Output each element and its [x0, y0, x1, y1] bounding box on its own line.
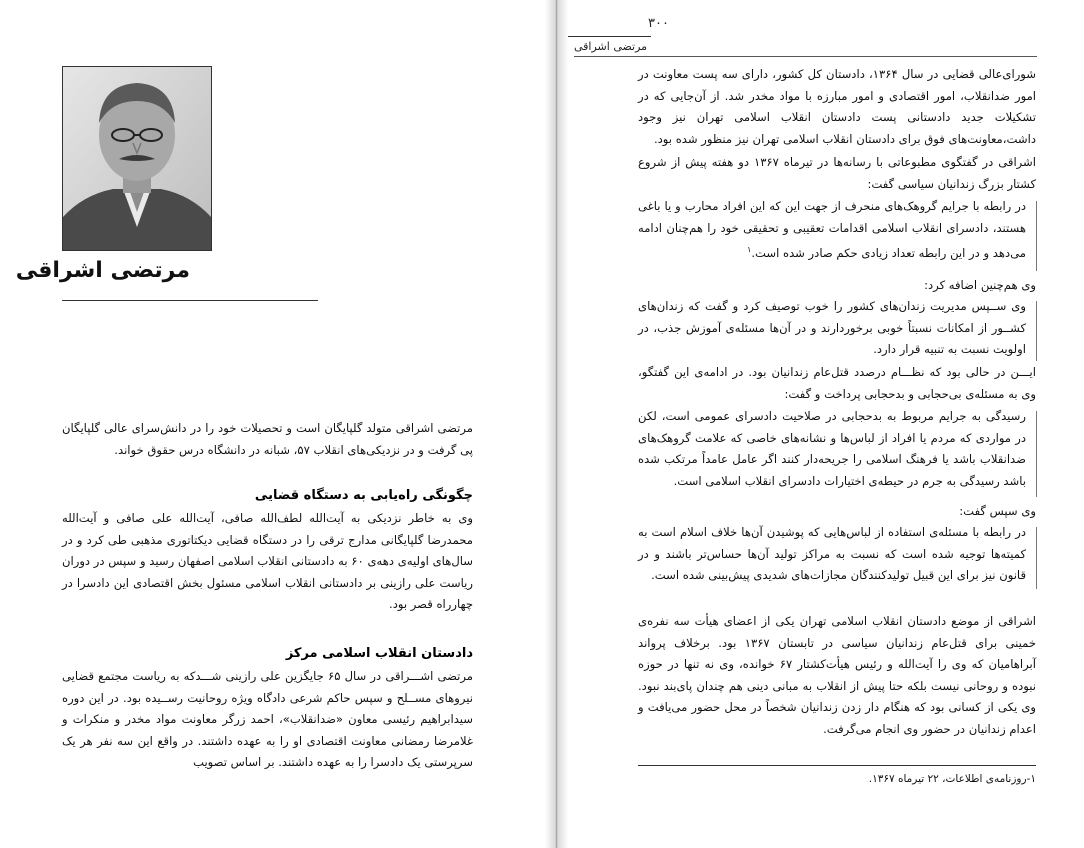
page-number: ۳۰۰ — [648, 16, 669, 31]
quote-bar — [1036, 411, 1037, 497]
footnote: ۱-روزنامه‌ی اطلاعات، ۲۲ تیرماه ۱۳۶۷. — [868, 773, 1036, 785]
footnote-divider — [638, 765, 1036, 766]
section-heading-judiciary-path: چگونگی راه‌یابی به دستگاه قضایی — [254, 488, 473, 503]
section-paragraph-judiciary-path: وی به خاطر نزدیکی به آیت‌الله لطف‌الله صافی، آیت‌الله علی صافی و آیت‌الله محمدرضا گلپایگانی مدارج ترقی را در دستگاه قضایی دیکتاتوری مذهبی طی کرد و در سال‌های اولیه‌ی دهه‌ی ۶۰ به دادستانی انقلاب اسلامی اصفهان رسید و سپس در دوران ریاست علی رازینی بر دادستانی انقلاب اسلامی مسئول بخش اقتصادی این دادسرا در چهارراه قصر بود. — [62, 511, 474, 611]
body-paragraph: اشراقی در گفتگوی مطبوعاتی با رسانه‌ها در تیرماه ۱۳۶۷ دو هفته پیش از شروع کشتار بزرگ زندانیان سیاسی گفت: — [638, 155, 1036, 191]
portrait-photo — [62, 66, 212, 251]
intro-paragraph: مرتضی اشراقی متولد گلپایگان است و تحصیلات خود را در دانش‌سرای عالی گلپایگان پی گرفت و در نزدیکی‌های انقلاب ۵۷، شبانه در دانشگاه درس حقوق خواند. — [62, 421, 473, 457]
body-paragraph: وی سپس گفت: — [959, 504, 1036, 518]
body-paragraph: ایـــن در حالی بود که نظـــام درصدد قتل‌عام زندانیان بود. در ادامه‌ی این گفتگو، وی به مسئله‌ی بی‌حجابی و بدحجابی پرداخت و گفت: — [638, 365, 1036, 401]
quote-text: در رابطه با جرایم گروهک‌های منحرف از جهت این که این افراد محارب و یا باغی هستند، دادسرای انقلاب اسلامی اقدامات تعقیبی و تحقیقی خود را هم‌چنان ادامه می‌دهد و در این رابطه تعداد زیادی حکم صادر شده است. — [638, 199, 1026, 260]
body-paragraph: شورای‌عالی قضایی در سال ۱۳۶۴، دادستان کل کشور، دارای سه پست معاونت در امور ضدانقلاب، امور اقتصادی و امور مبارزه با مواد مخدر شد. از آن‌جایی که در تشکیلات جدید دادستانی پست دادستان انقلاب اسلامی تهران نیز وجود داشت،معاونت‌های فوق برای دادستان انقلاب اسلامی تهران نیز منظور شده بود. — [638, 67, 1037, 146]
quote-paragraph: وی ســپس مدیریت زندان‌های کشور را خوب توصیف کرد و گفت که زندان‌های کشــور از امکانات نسبتاً خوبی برخوردارند و در آن‌ها مسئله‌ی آموزش جذب، در اولویت نسبت به تنبیه قرار دارد. — [638, 299, 1026, 356]
quote-bar — [1036, 301, 1037, 361]
footnote-marker: ۱ — [747, 245, 752, 254]
quote-bar — [1036, 201, 1037, 271]
book-gutter — [545, 0, 568, 848]
body-paragraph: اشراقی از موضع دادستان انقلاب اسلامی تهران یکی از اعضای هیأت سه نفره‌ی خمینی برای قتل‌عام زندانیان سیاسی در تابستان ۱۳۶۷ بود. برخلاف پرواند آبراهامیان که وی را آیت‌الله و رئیس هیأت‌کشتار ۶۷ خوانده، وی نه تنها در حوزه نبوده و روحانی نیست بلکه حتا پیش از انقلاب به مبانی دینی هم چندان پای‌بند نبود. وی یکی از کسانی بود که هنگام دار زدن زندانیان شخصاً در محل حضور می‌یافت و اعدام زندانیان در حضور وی انجام می‌گرفت. — [638, 614, 1037, 736]
quote-bar — [1036, 527, 1037, 589]
quote-paragraph — [638, 196, 1036, 264]
body-paragraph: وی هم‌چنین اضافه کرد: — [924, 278, 1036, 292]
quote-paragraph: رسیدگی به جرایم مربوط به بدحجابی در صلاحیت دادسرای عمومی است، لکن در مواردی که مردم یا افراد از لباس‌ها و نشانه‌های خاصی که علامت گروهک‌های ضدانقلاب باشد یا فرهنگ اسلامی را جریحه‌دار کنند اگر عامل عامداً مرتکب شده باشد رسیدگی به جرم در حیطه‌ی اختیارات دادسرای انقلاب اسلامی است. — [638, 409, 1026, 488]
quote-paragraph: در رابطه با مسئله‌ی استفاده از لباس‌هایی که پوشیدن آن‌ها خلاف اسلام است به کمیته‌ها توجیه شده است که نسبت به مراکز تولید آن‌ها حساس‌تر باشند و در قانون نیز برای این قبیل تولیدکنندگان مجازات‌های شدیدی پیش‌بینی شده است. — [638, 525, 1026, 582]
section-heading-central-prosecutor: دادستان انقلاب اسلامی مرکز — [285, 646, 473, 661]
name-divider — [62, 300, 318, 301]
running-head: مرتضی اشراقی — [574, 40, 648, 53]
header-divider — [574, 56, 1037, 57]
right-page — [568, 0, 1084, 848]
portrait-image — [63, 67, 211, 250]
section-paragraph-central-prosecutor: مرتضی اشـــراقی در سال ۶۵ جایگزین علی رازینی شـــدکه به ریاست مجتمع قضایی نیروهای مســلح و سپس حاکم شرعی دادگاه ویژه روحانیت رســیده بود. در این دوره سیدابراهیم رئیسی معاون «ضدانقلاب»، احمد زرگر معاونت مواد مخدر و منکرات و غلامرضا رمضانی معاونت اقتصادی او را به عهده داشتند. در واقع این سه نفر هر یک سرپرستی یک دادسرا را به عهده داشتند. بر اساس تصویب — [62, 669, 473, 769]
person-name: مرتضی اشراقی — [15, 258, 190, 283]
page-number-rule — [568, 36, 651, 37]
